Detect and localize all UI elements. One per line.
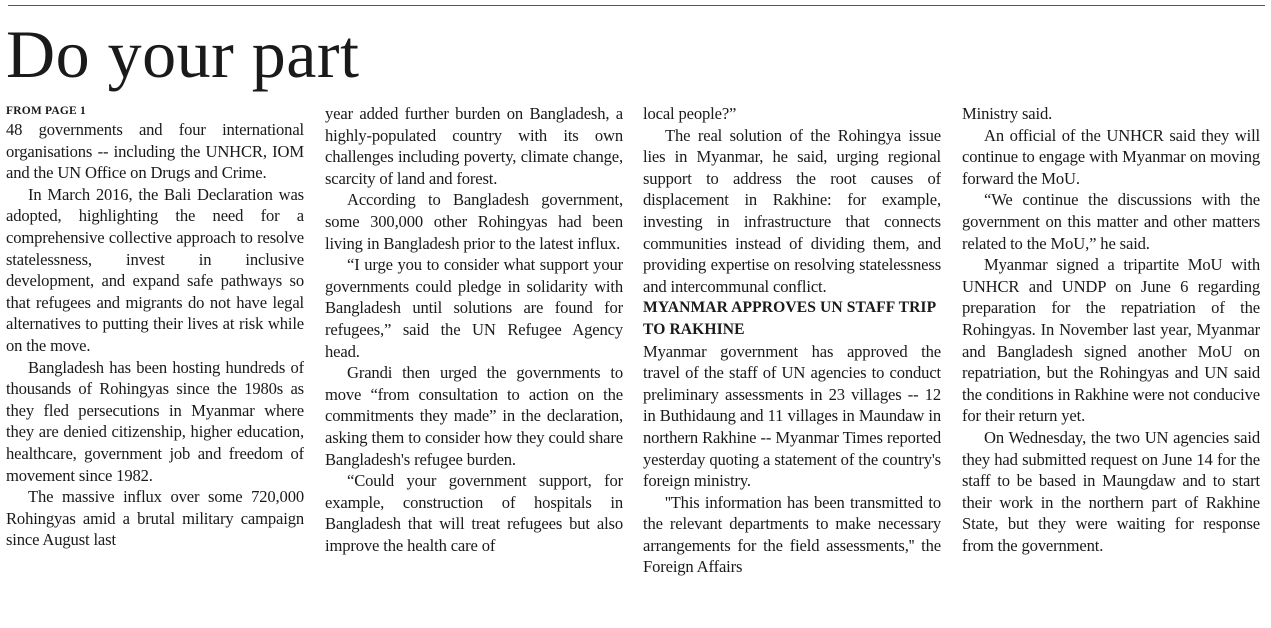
paragraph: 48 governments and four international organisations -- including the UNHCR, IOM and the UN Office on Drugs and Crime. bbox=[6, 120, 304, 183]
paragraph: The real solution of the Rohingya issue lies in Myanmar, he said, urging regional support to address the root causes of displacement in Rakhine: for example, investing in infrastructure that connects communities instead of dividing them, and providing expertise on resolving statelessness and intercommunal conflict. bbox=[643, 125, 941, 296]
paragraph: “We continue the discussions with the government on this matter and other matters related to the MoU,” he said. bbox=[962, 190, 1260, 253]
section-subhead: MYANMAR APPROVES UN STAFF TRIP TO RAKHINE bbox=[643, 299, 936, 338]
paragraph: Ministry said. bbox=[962, 104, 1053, 123]
continuation-kicker: FROM PAGE 1 bbox=[6, 105, 86, 117]
paragraph: year added further burden on Bangladesh, a highly-populated country with its own challenges including poverty, climate change, scarcity of land and forest. bbox=[325, 104, 623, 188]
paragraph: In March 2016, the Bali Declaration was adopted, highlighting the need for a comprehensive collective approach to resolve statelessness, invest in inclusive development, and expand safe pathways so that refugees and migrants do not have legal alternatives to putting their lives at risk while on the move. bbox=[6, 184, 304, 355]
paragraph: The massive influx over some 720,000 Rohingyas amid a brutal military campaign since August last bbox=[6, 487, 304, 550]
article-column-1 bbox=[6, 103, 304, 618]
paragraph: ''This information has been transmitted to the relevant departments to make necessary arrangements for the field assessments,'' the Foreign Affairs bbox=[643, 492, 941, 577]
article-column-2 bbox=[325, 103, 623, 618]
paragraph: Myanmar signed a tripartite MoU with UNHCR and UNDP on June 6 regarding preparation for the repatriation of the Rohingyas. In November last year, Myanmar and Bangladesh signed another MoU on repatriation, but the Rohingyas and UN said the conditions in Rakhine were not conducive for their return yet. bbox=[962, 255, 1260, 426]
article-column-4 bbox=[962, 103, 1260, 618]
paragraph: local people?” bbox=[643, 104, 737, 123]
top-rule bbox=[8, 5, 1265, 6]
paragraph: Bangladesh has been hosting hundreds of thousands of Rohingyas since the 1980s as they fled persecutions in Myanmar where they are denied citizenship, higher education, healthcare, government job and freedom of movement since 1982. bbox=[6, 357, 304, 485]
paragraph: Grandi then urged the governments to move “from consultation to action on the commitments they made” in the declaration, asking them to consider how they could share Bangladesh's refugee burden. bbox=[325, 363, 623, 469]
paragraph: On Wednesday, the two UN agencies said they had submitted request on June 14 for the staff to be based in Maungdaw and to start their work in the northern part of Rakhine State, but they were waiting for response from the government. bbox=[962, 427, 1260, 555]
paragraph: “I urge you to consider what support your governments could pledge in solidarity with Bangladesh until solutions are found for refugees,” said the UN Refugee Agency head. bbox=[325, 255, 623, 361]
article-column-3 bbox=[643, 103, 941, 618]
paragraph: “Could your government support, for example, construction of hospitals in Bangladesh that will treat refugees but also improve the health care of bbox=[325, 471, 623, 555]
paragraph: According to Bangladesh government, some 300,000 other Rohingyas had been living in Bangladesh prior to the latest influx. bbox=[325, 190, 623, 253]
paragraph: An official of the UNHCR said they will continue to engage with Myanmar on moving forward the MoU. bbox=[962, 125, 1260, 188]
paragraph: Myanmar government has approved the travel of the staff of UN agencies to conduct preliminary assessments in 23 villages -- 12 in Buthidaung and 11 villages in Maundaw in northern Rakhine -- Myanmar Times reported yesterday quoting a statement of the country's foreign ministry. bbox=[643, 341, 941, 491]
headline: Do your part bbox=[6, 16, 360, 92]
